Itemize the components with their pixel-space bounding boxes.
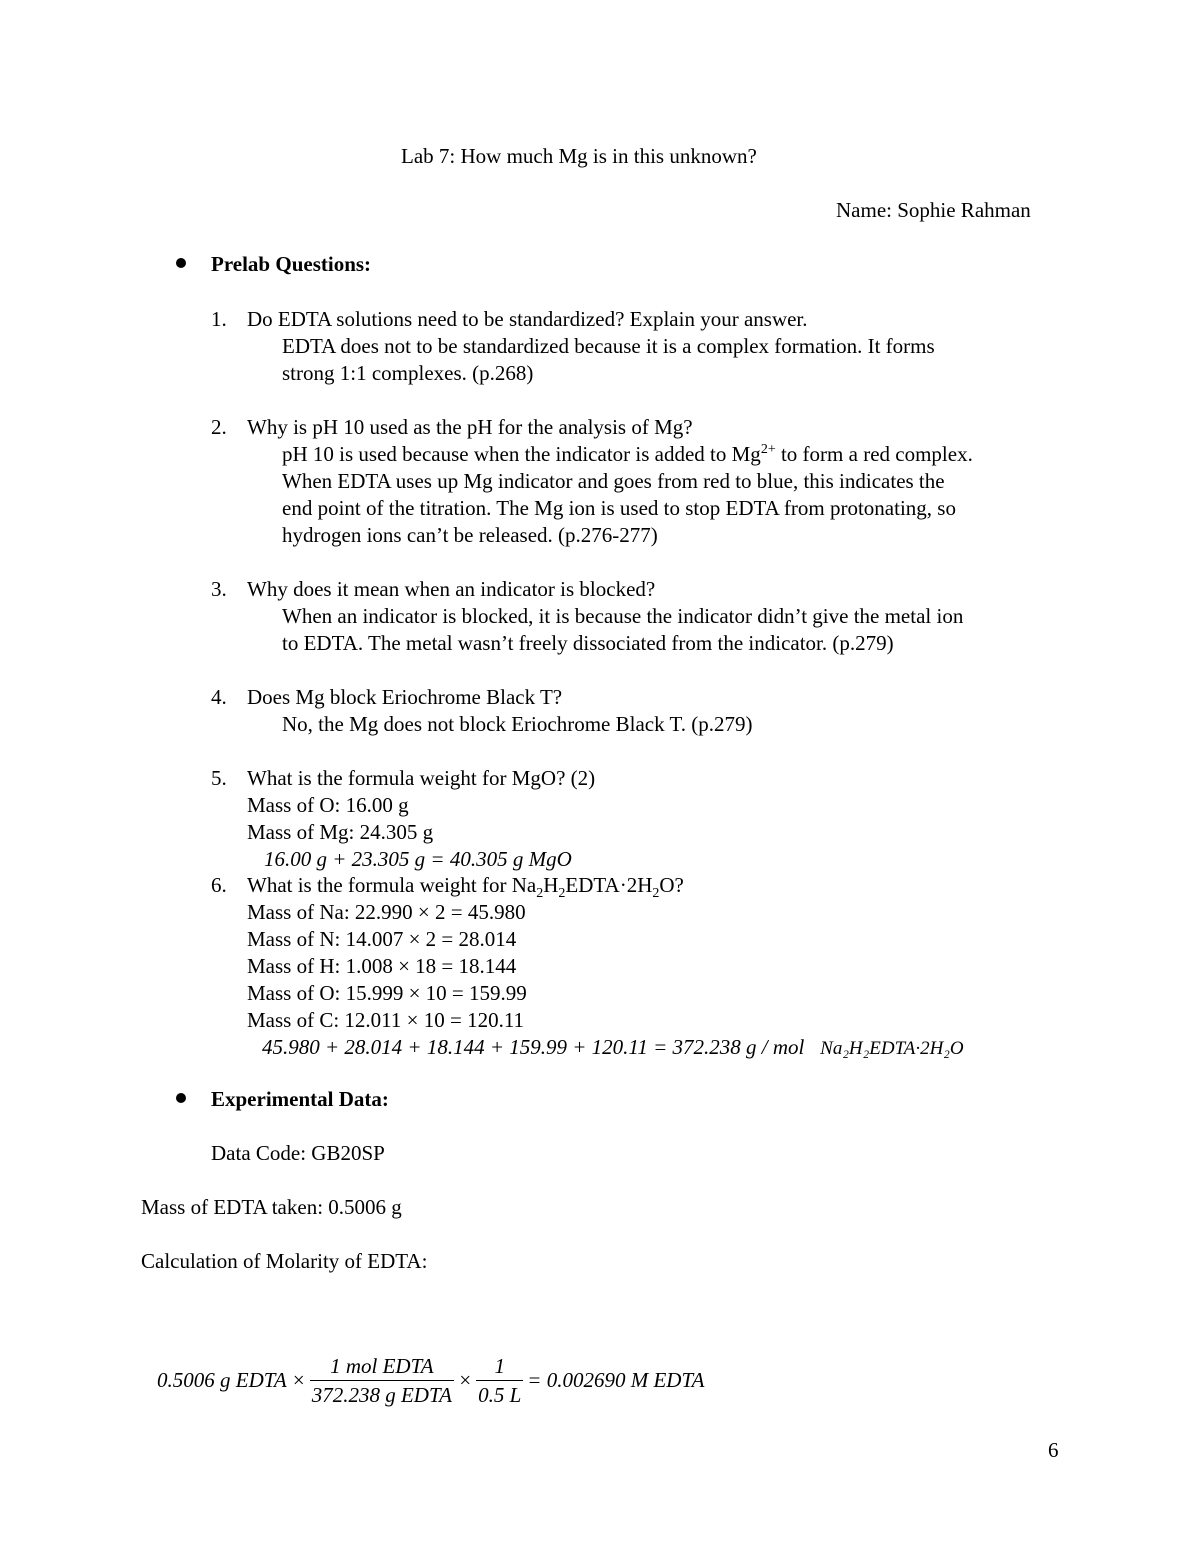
experimental-heading: Experimental Data: xyxy=(211,1087,389,1111)
question-number: 2. xyxy=(211,415,227,439)
answer-line: Mass of C: 12.011 × 10 = 120.11 xyxy=(247,1008,525,1032)
page-number: 6 xyxy=(1048,1438,1059,1462)
answer-line: Mass of O: 16.00 g xyxy=(247,793,409,817)
question-text: Why is pH 10 used as the pH for the analysis of Mg? xyxy=(247,415,693,439)
answer-line: Mass of Mg: 24.305 g xyxy=(247,820,434,844)
times-sign: × xyxy=(457,1368,473,1392)
question-text: What is the formula weight for $Na_2H_2EDTA\cdot 2H_2O$? xyxy=(247,873,684,902)
calc-label: Calculation of Molarity of EDTA: xyxy=(141,1249,428,1273)
answer-line: pH 10 is used because when the indicator is added to $Mg^{2+}$ to form a red complex. xyxy=(282,442,973,466)
question-text: What is the formula weight for MgO? (2) xyxy=(247,766,596,790)
molarity-equation xyxy=(157,1352,704,1409)
answer-line: Mass of N: 14.007 × 2 = 28.014 xyxy=(247,927,517,951)
question-number: 6. xyxy=(211,873,227,897)
fraction-per-volume xyxy=(476,1352,523,1409)
question-number: 5. xyxy=(211,766,227,790)
question-text: Why does it mean when an indicator is blocked? xyxy=(247,577,656,601)
fraction-numerator: 1 xyxy=(476,1352,523,1381)
answer-line: Mass of H: 1.008 × 18 = 18.144 xyxy=(247,954,517,978)
bullet-icon xyxy=(176,258,186,268)
answer-line: hydrogen ions can’t be released. (p.276-277) xyxy=(282,523,658,547)
page-title: Lab 7: How much Mg is in this unknown? xyxy=(401,144,757,168)
answer-line: to EDTA. The metal wasn’t freely dissociated from the indicator. (p.279) xyxy=(282,631,894,655)
answer-line: end point of the titration. The Mg ion is used to stop EDTA from protonating, so xyxy=(282,496,956,520)
mass-edta: Mass of EDTA taken: 0.5006 g xyxy=(141,1195,402,1219)
fraction-numerator: 1 mol EDTA xyxy=(310,1352,454,1381)
answer-line: strong 1:1 complexes. (p.268) xyxy=(282,361,534,385)
equation-lhs: 0.5006 g EDTA × xyxy=(157,1368,306,1392)
answer-line: Mass of O: 15.999 × 10 = 159.99 xyxy=(247,981,527,1005)
question-text: Does Mg block Eriochrome Black T? xyxy=(247,685,563,709)
answer-line: EDTA does not to be standardized because it is a complex formation. It forms xyxy=(282,334,935,358)
data-code: Data Code: GB20SP xyxy=(211,1141,385,1165)
answer-line: When EDTA uses up Mg indicator and goes from red to blue, this indicates the xyxy=(282,469,945,493)
fraction-mol-per-mass xyxy=(310,1352,454,1409)
answer-line: When an indicator is blocked, it is because the indicator didn’t give the metal ion xyxy=(282,604,964,628)
mgo-equation: 16.00 g + 23.305 g = 40.305 g MgO xyxy=(264,847,572,871)
fraction-denominator: 372.238 g EDTA xyxy=(311,1383,452,1407)
question-number: 4. xyxy=(211,685,227,709)
equation-rhs: = 0.002690 M EDTA xyxy=(527,1368,705,1392)
answer-line: No, the Mg does not block Eriochrome Black T. (p.279) xyxy=(282,712,753,736)
question-text: Do EDTA solutions need to be standardized? Explain your answer. xyxy=(247,307,808,331)
question-number: 1. xyxy=(211,307,227,331)
question-number: 3. xyxy=(211,577,227,601)
student-name: Name: Sophie Rahman xyxy=(836,198,1031,222)
formula-weight-equation: 45.980 + 28.014 + 18.144 + 159.99 + 120.11 = 372.238 g / mol Na₂H₂EDTA·2H₂O xyxy=(262,1035,964,1059)
fraction-denominator: 0.5 L xyxy=(478,1383,522,1407)
bullet-icon xyxy=(176,1093,186,1103)
prelab-heading: Prelab Questions: xyxy=(211,252,372,276)
answer-line: Mass of Na: 22.990 × 2 = 45.980 xyxy=(247,900,526,924)
